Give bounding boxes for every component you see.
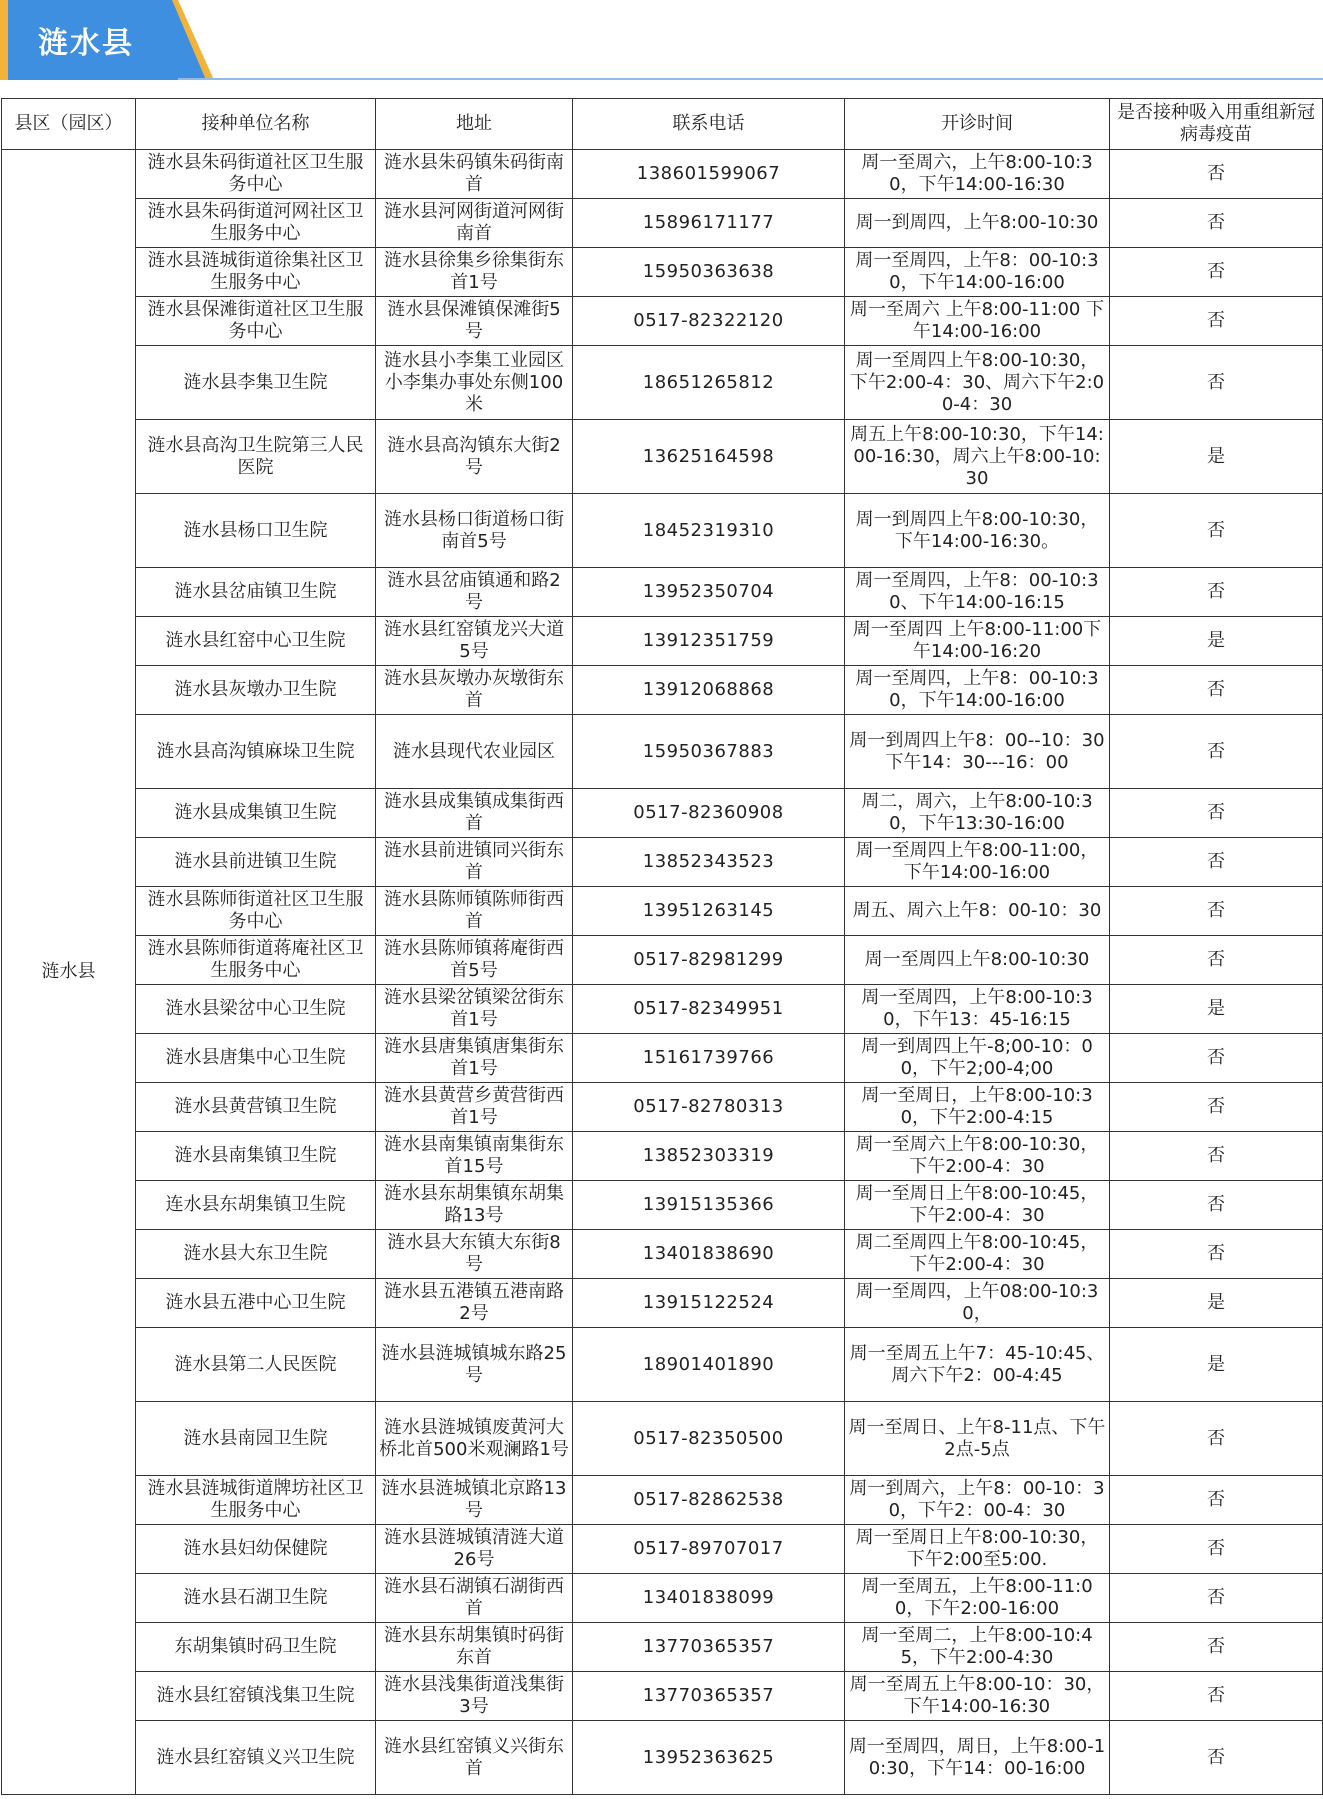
site-name-cell: 涟水县第二人民医院 xyxy=(136,1328,376,1402)
phone-cell: 18901401890 xyxy=(573,1328,845,1402)
hours-cell: 周一至周四 上午8:00-11:00下午14:00-16:20 xyxy=(845,617,1110,666)
address-cell: 涟水县成集镇成集街西首 xyxy=(376,789,573,838)
table-row xyxy=(2,1181,1323,1230)
site-name-cell: 涟水县保滩街道社区卫生服务中心 xyxy=(136,297,376,346)
inhaled-vaccine-cell: 否 xyxy=(1110,715,1323,789)
site-name-cell: 涟水县梁岔中心卫生院 xyxy=(136,985,376,1034)
vaccination-sites-table xyxy=(1,98,1323,1795)
hours-cell: 周一至周六上午8:00-10:30，下午2:00-4：30 xyxy=(845,1132,1110,1181)
site-name-cell: 涟水县涟城街道徐集社区卫生服务中心 xyxy=(136,248,376,297)
table-row xyxy=(2,789,1323,838)
hours-cell: 周二至周四上午8:00-10:45，下午2:00-4：30 xyxy=(845,1230,1110,1279)
table-row xyxy=(2,1328,1323,1402)
phone-cell: 15161739766 xyxy=(573,1034,845,1083)
phone-cell: 0517-82862538 xyxy=(573,1476,845,1525)
hours-cell: 周一至周日上午8:00-10:45，下午2:00-4：30 xyxy=(845,1181,1110,1230)
address-cell: 涟水县杨口街道杨口街南首5号 xyxy=(376,494,573,568)
hours-cell: 周一至周四上午8:00-11:00，下午14:00-16:00 xyxy=(845,838,1110,887)
site-name-cell: 东胡集镇时码卫生院 xyxy=(136,1623,376,1672)
address-cell: 涟水县涟城镇城东路25号 xyxy=(376,1328,573,1402)
inhaled-vaccine-cell: 否 xyxy=(1110,789,1323,838)
inhaled-vaccine-cell: 否 xyxy=(1110,1476,1323,1525)
hours-cell: 周五、周六上午8：00-10：30 xyxy=(845,887,1110,936)
address-cell: 涟水县小李集工业园区小李集办事处东侧100米 xyxy=(376,346,573,420)
table-row xyxy=(2,1132,1323,1181)
address-cell: 涟水县涟城镇清涟大道26号 xyxy=(376,1525,573,1574)
table-row xyxy=(2,985,1323,1034)
site-name-cell: 涟水县陈师街道蒋庵社区卫生服务中心 xyxy=(136,936,376,985)
hours-cell: 周二，周六，上午8:00-10:30，下午13:30-16:00 xyxy=(845,789,1110,838)
address-cell: 涟水县大东镇大东街8号 xyxy=(376,1230,573,1279)
table-row xyxy=(2,150,1323,199)
site-name-cell: 连水县东胡集镇卫生院 xyxy=(136,1181,376,1230)
address-cell: 涟水县徐集乡徐集街东首1号 xyxy=(376,248,573,297)
phone-cell: 0517-82981299 xyxy=(573,936,845,985)
phone-cell: 13915122524 xyxy=(573,1279,845,1328)
site-name-cell: 涟水县红窑镇义兴卫生院 xyxy=(136,1721,376,1795)
address-cell: 涟水县河网街道河网街南首 xyxy=(376,199,573,248)
address-cell: 涟水县石湖镇石湖街西首 xyxy=(376,1574,573,1623)
page-title: 涟水县 xyxy=(38,26,134,61)
site-name-cell: 涟水县南园卫生院 xyxy=(136,1402,376,1476)
site-name-cell: 涟水县高沟镇麻垛卫生院 xyxy=(136,715,376,789)
phone-cell: 13401838690 xyxy=(573,1230,845,1279)
site-name-cell: 涟水县黄营镇卫生院 xyxy=(136,1083,376,1132)
inhaled-vaccine-cell: 否 xyxy=(1110,150,1323,199)
table-row xyxy=(2,1402,1323,1476)
table-row xyxy=(2,715,1323,789)
inhaled-vaccine-cell: 否 xyxy=(1110,887,1323,936)
table-row xyxy=(2,1623,1323,1672)
site-name-cell: 涟水县红窑中心卫生院 xyxy=(136,617,376,666)
site-name-cell: 涟水县朱码街道河网社区卫生服务中心 xyxy=(136,199,376,248)
hours-cell: 周一至周二，上午8:00-10:45，下午2:00-4:30 xyxy=(845,1623,1110,1672)
address-cell: 涟水县红窑镇义兴街东首 xyxy=(376,1721,573,1795)
table-row xyxy=(2,1230,1323,1279)
address-cell: 涟水县高沟镇东大街2号 xyxy=(376,420,573,494)
site-name-cell: 涟水县石湖卫生院 xyxy=(136,1574,376,1623)
hours-cell: 周一至周四，上午8:00-10:30，下午13：45-16:15 xyxy=(845,985,1110,1034)
table-row xyxy=(2,617,1323,666)
address-cell: 涟水县东胡集镇时码街东首 xyxy=(376,1623,573,1672)
address-cell: 涟水县涟城镇北京路13号 xyxy=(376,1476,573,1525)
site-name-cell: 涟水县五港中心卫生院 xyxy=(136,1279,376,1328)
hours-cell: 周一至周四，上午08:00-10:30， xyxy=(845,1279,1110,1328)
address-cell: 涟水县保滩镇保滩街5号 xyxy=(376,297,573,346)
phone-cell: 18651265812 xyxy=(573,346,845,420)
address-cell: 涟水县陈师镇陈师街西首 xyxy=(376,887,573,936)
inhaled-vaccine-cell: 是 xyxy=(1110,985,1323,1034)
address-cell: 涟水县五港镇五港南路2号 xyxy=(376,1279,573,1328)
hours-cell: 周一至周五上午7：45-10:45、周六下午2：00-4:45 xyxy=(845,1328,1110,1402)
hours-cell: 周一至周六 上午8:00-11:00 下午14:00-16:00 xyxy=(845,297,1110,346)
inhaled-vaccine-cell: 否 xyxy=(1110,936,1323,985)
phone-cell: 13770365357 xyxy=(573,1623,845,1672)
hours-cell: 周一至周四上午8:00-10:30，下午2:00-4：30、周六下午2:00-4：30 xyxy=(845,346,1110,420)
inhaled-vaccine-cell: 否 xyxy=(1110,199,1323,248)
hours-cell: 周一到周六，上午8：00-10：30，下午2：00-4：30 xyxy=(845,1476,1110,1525)
address-cell: 涟水县灰墩办灰墩街东首 xyxy=(376,666,573,715)
table-row xyxy=(2,1034,1323,1083)
table-row xyxy=(2,1721,1323,1795)
site-name-cell: 涟水县妇幼保健院 xyxy=(136,1525,376,1574)
table-row xyxy=(2,887,1323,936)
inhaled-vaccine-cell: 否 xyxy=(1110,494,1323,568)
inhaled-vaccine-cell: 否 xyxy=(1110,1721,1323,1795)
hours-cell: 周一至周日、上午8-11点、下午2点-5点 xyxy=(845,1402,1110,1476)
inhaled-vaccine-cell: 否 xyxy=(1110,568,1323,617)
column-header-inhaled-vaccine: 是否接种吸入用重组新冠病毒疫苗 xyxy=(1110,99,1323,150)
phone-cell: 0517-82780313 xyxy=(573,1083,845,1132)
address-cell: 涟水县现代农业园区 xyxy=(376,715,573,789)
hours-cell: 周一至周四，周日，上午8:00-10:30，下午14：00-16:00 xyxy=(845,1721,1110,1795)
column-header-county: 县区（园区） xyxy=(2,99,136,150)
phone-cell: 13852343523 xyxy=(573,838,845,887)
phone-cell: 0517-82349951 xyxy=(573,985,845,1034)
inhaled-vaccine-cell: 是 xyxy=(1110,1279,1323,1328)
hours-cell: 周一至周四，上午8：00-10:30，下午14:00-16:00 xyxy=(845,248,1110,297)
hours-cell: 周一至周四，上午8：00-10:30，下午14:00-16:00 xyxy=(845,666,1110,715)
table-row xyxy=(2,199,1323,248)
address-cell: 涟水县陈师镇蒋庵街西首5号 xyxy=(376,936,573,985)
inhaled-vaccine-cell: 否 xyxy=(1110,1132,1323,1181)
hours-cell: 周一至周五上午8:00-10：30，下午14:00-16:30 xyxy=(845,1672,1110,1721)
table-row xyxy=(2,936,1323,985)
inhaled-vaccine-cell: 否 xyxy=(1110,1083,1323,1132)
inhaled-vaccine-cell: 否 xyxy=(1110,248,1323,297)
hours-cell: 周一到周四上午-8;00-10：00，下午2;00-4;00 xyxy=(845,1034,1110,1083)
hours-cell: 周一至周四上午8:00-10:30 xyxy=(845,936,1110,985)
address-cell: 涟水县前进镇同兴街东首 xyxy=(376,838,573,887)
phone-cell: 0517-82350500 xyxy=(573,1402,845,1476)
inhaled-vaccine-cell: 否 xyxy=(1110,1574,1323,1623)
site-name-cell: 涟水县高沟卫生院第三人民医院 xyxy=(136,420,376,494)
table-row xyxy=(2,1672,1323,1721)
table-row xyxy=(2,1083,1323,1132)
inhaled-vaccine-cell: 是 xyxy=(1110,420,1323,494)
phone-cell: 138601599067 xyxy=(573,150,845,199)
phone-cell: 13912351759 xyxy=(573,617,845,666)
address-cell: 涟水县唐集镇唐集街东首1号 xyxy=(376,1034,573,1083)
address-cell: 涟水县浅集街道浅集街3号 xyxy=(376,1672,573,1721)
column-header-phone: 联系电话 xyxy=(573,99,845,150)
hours-cell: 周五上午8:00-10:30，下午14:00-16:30，周六上午8:00-10:30 xyxy=(845,420,1110,494)
phone-cell: 15950367883 xyxy=(573,715,845,789)
inhaled-vaccine-cell: 否 xyxy=(1110,297,1323,346)
phone-cell: 13952363625 xyxy=(573,1721,845,1795)
site-name-cell: 涟水县红窑镇浅集卫生院 xyxy=(136,1672,376,1721)
phone-cell: 13951263145 xyxy=(573,887,845,936)
site-name-cell: 涟水县唐集中心卫生院 xyxy=(136,1034,376,1083)
address-cell: 涟水县红窑镇龙兴大道5号 xyxy=(376,617,573,666)
hours-cell: 周一到周四，上午8:00-10:30 xyxy=(845,199,1110,248)
inhaled-vaccine-cell: 否 xyxy=(1110,1181,1323,1230)
column-header-hours: 开诊时间 xyxy=(845,99,1110,150)
column-header-site-name: 接种单位名称 xyxy=(136,99,376,150)
address-cell: 涟水县朱码镇朱码街南首 xyxy=(376,150,573,199)
site-name-cell: 涟水县岔庙镇卫生院 xyxy=(136,568,376,617)
site-name-cell: 涟水县涟城街道牌坊社区卫生服务中心 xyxy=(136,1476,376,1525)
address-cell: 涟水县涟城镇废黄河大桥北首500米观澜路1号 xyxy=(376,1402,573,1476)
table-row xyxy=(2,494,1323,568)
table-row xyxy=(2,346,1323,420)
phone-cell: 0517-82360908 xyxy=(573,789,845,838)
phone-cell: 13401838099 xyxy=(573,1574,845,1623)
phone-cell: 13625164598 xyxy=(573,420,845,494)
phone-cell: 13915135366 xyxy=(573,1181,845,1230)
table-row xyxy=(2,248,1323,297)
inhaled-vaccine-cell: 否 xyxy=(1110,1525,1323,1574)
inhaled-vaccine-cell: 否 xyxy=(1110,666,1323,715)
phone-cell: 15950363638 xyxy=(573,248,845,297)
table-row xyxy=(2,1574,1323,1623)
inhaled-vaccine-cell: 否 xyxy=(1110,1034,1323,1083)
phone-cell: 15896171177 xyxy=(573,199,845,248)
phone-cell: 13912068868 xyxy=(573,666,845,715)
address-cell: 涟水县岔庙镇通和路2号 xyxy=(376,568,573,617)
hours-cell: 周一至周四，上午8：00-10:30、下午14:00-16:15 xyxy=(845,568,1110,617)
site-name-cell: 涟水县灰墩办卫生院 xyxy=(136,666,376,715)
table-row xyxy=(2,666,1323,715)
site-name-cell: 涟水县大东卫生院 xyxy=(136,1230,376,1279)
phone-cell: 13852303319 xyxy=(573,1132,845,1181)
inhaled-vaccine-cell: 否 xyxy=(1110,1230,1323,1279)
inhaled-vaccine-cell: 否 xyxy=(1110,346,1323,420)
hours-cell: 周一至周六，上午8:00-10:30，下午14:00-16:30 xyxy=(845,150,1110,199)
page-header xyxy=(0,0,1323,82)
phone-cell: 0517-89707017 xyxy=(573,1525,845,1574)
address-cell: 涟水县东胡集镇东胡集路13号 xyxy=(376,1181,573,1230)
header-divider xyxy=(178,78,1323,80)
phone-cell: 0517-82322120 xyxy=(573,297,845,346)
table-row xyxy=(2,1476,1323,1525)
site-name-cell: 涟水县前进镇卫生院 xyxy=(136,838,376,887)
inhaled-vaccine-cell: 否 xyxy=(1110,1623,1323,1672)
table-row xyxy=(2,568,1323,617)
county-cell: 涟水县 xyxy=(2,150,136,1795)
site-name-cell: 涟水县杨口卫生院 xyxy=(136,494,376,568)
hours-cell: 周一至周五，上午8:00-11:00，下午2:00-16:00 xyxy=(845,1574,1110,1623)
site-name-cell: 涟水县成集镇卫生院 xyxy=(136,789,376,838)
table-row xyxy=(2,1525,1323,1574)
inhaled-vaccine-cell: 否 xyxy=(1110,1402,1323,1476)
table-header-row xyxy=(2,99,1323,150)
inhaled-vaccine-cell: 否 xyxy=(1110,838,1323,887)
table-row xyxy=(2,297,1323,346)
hours-cell: 周一至周日上午8:00-10:30，下午2:00至5:00. xyxy=(845,1525,1110,1574)
phone-cell: 13770365357 xyxy=(573,1672,845,1721)
phone-cell: 13952350704 xyxy=(573,568,845,617)
table-row xyxy=(2,420,1323,494)
site-name-cell: 涟水县朱码街道社区卫生服务中心 xyxy=(136,150,376,199)
address-cell: 涟水县南集镇南集街东首15号 xyxy=(376,1132,573,1181)
hours-cell: 周一到周四上午8:00-10:30，下午14:00-16:30。 xyxy=(845,494,1110,568)
address-cell: 涟水县黄营乡黄营街西首1号 xyxy=(376,1083,573,1132)
address-cell: 涟水县梁岔镇梁岔街东首1号 xyxy=(376,985,573,1034)
table-row xyxy=(2,838,1323,887)
hours-cell: 周一到周四上午8：00--10：30下午14：30---16：00 xyxy=(845,715,1110,789)
table-row xyxy=(2,1279,1323,1328)
inhaled-vaccine-cell: 否 xyxy=(1110,1672,1323,1721)
hours-cell: 周一至周日，上午8:00-10:30，下午2:00-4:15 xyxy=(845,1083,1110,1132)
inhaled-vaccine-cell: 是 xyxy=(1110,617,1323,666)
site-name-cell: 涟水县陈师街道社区卫生服务中心 xyxy=(136,887,376,936)
site-name-cell: 涟水县李集卫生院 xyxy=(136,346,376,420)
site-name-cell: 涟水县南集镇卫生院 xyxy=(136,1132,376,1181)
inhaled-vaccine-cell: 是 xyxy=(1110,1328,1323,1402)
column-header-address: 地址 xyxy=(376,99,573,150)
phone-cell: 18452319310 xyxy=(573,494,845,568)
